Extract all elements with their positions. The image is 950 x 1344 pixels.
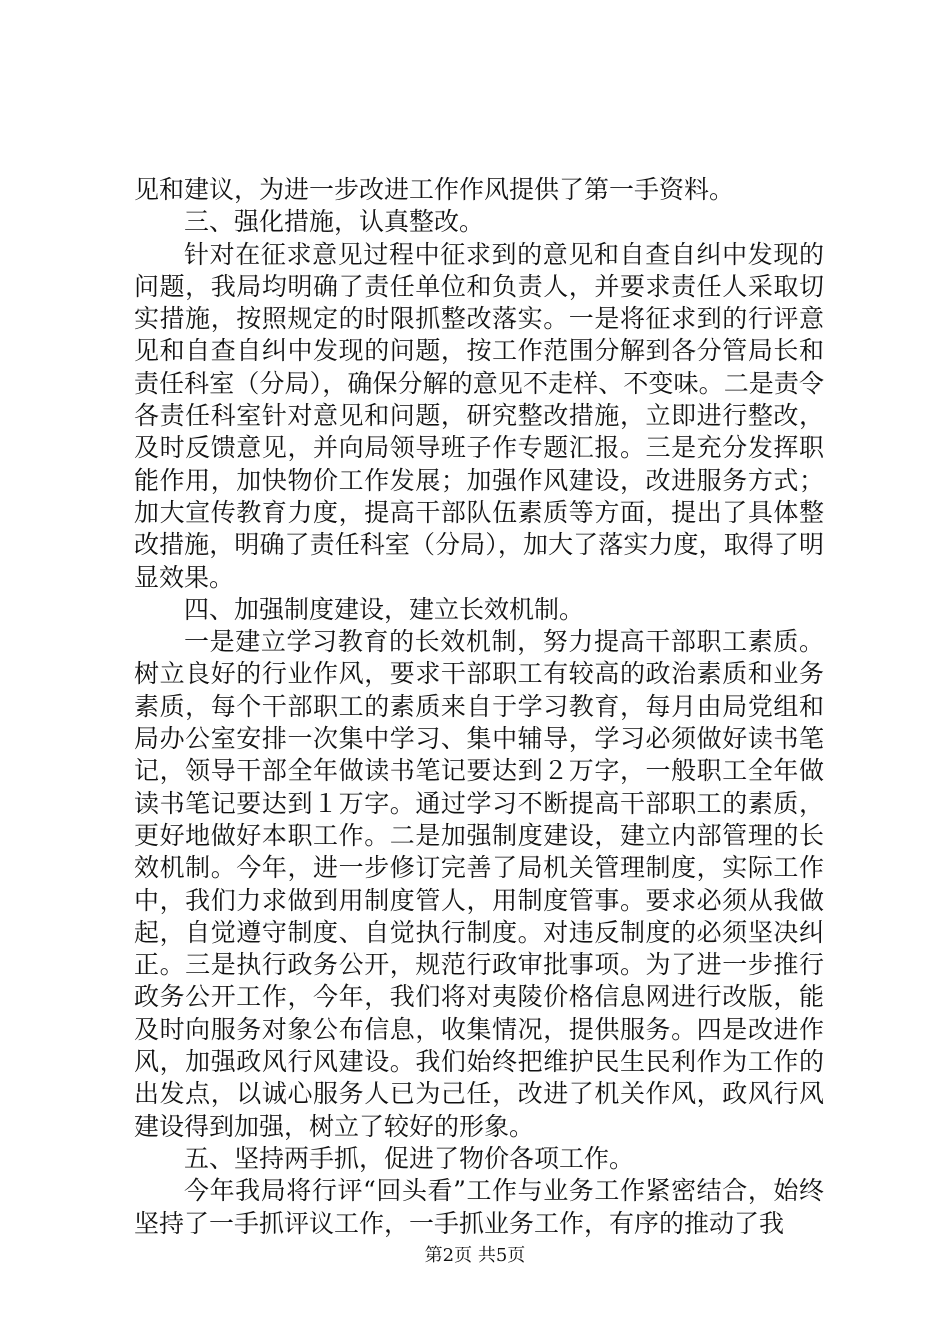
section-heading-4: 四、加强制度建设，建立长效机制。 xyxy=(184,594,585,624)
page-number-footer: 第2页 共5页 xyxy=(424,1245,526,1266)
paragraph-institution-building: 一是建立学习教育的长效机制，努力提高干部职工素质。树立良好的行业作风，要求干部职工有较高的政治素质和业务素质，每个干部职工的素质来自于学习教育，每月由局党组和局办公室安排一次集中学习、集中辅导，学习必须做好读书笔记，领导干部全年做读书笔记要达到２万字，一般职工全年做读书笔记要达到１万字。通过学习不断提高干部职工的素质，更好地做好本职工作。二是加强制度建设，建立内部管理的长效机制。今年，进一步修订完善了局机关管理制度，实际工作中，我们力求做到用制度管人，用制度管事。要求必须从我做起，自觉遵守制度、自觉执行制度。对违反制度的必须坚决纠正。三是执行政务公开，规范行政审批事项。为了进一步推行政务公开工作，今年，我们将对夷陵价格信息网进行改版，能及时向服务对象公布信息，收集情况，提供服务。四是改进作风，加强政风行风建设。我们始终把维护民生民利作为工作的出发点，以诚心服务人已为己任，改进了机关作风，政风行风建设得到加强，树立了较好的形象。 xyxy=(134,627,824,1141)
document-body xyxy=(134,174,824,1240)
paragraph-continuation: 见和建议，为进一步改进工作作风提供了第一手资料。 xyxy=(134,175,735,204)
section-heading-3: 三、强化措施，认真整改。 xyxy=(184,207,485,237)
paragraph-two-hands: 今年我局将行评“回头看”工作与业务工作紧密结合，始终坚持了一手抓评议工作，一手抓业务工作，有序的推动了我 xyxy=(134,1176,824,1238)
section-heading-5: 五、坚持两手抓，促进了物价各项工作。 xyxy=(184,1143,635,1173)
paragraph-rectification: 针对在征求意见过程中征求到的意见和自查自纠中发现的问题，我局均明确了责任单位和负责人，并要求责任人采取切实措施，按照规定的时限抓整改落实。一是将征求到的行评意见和自查自纠中发现的问题，按工作范围分解到各分管局长和责任科室（分局），确保分解的意见不走样、不变味。二是责令各责任科室针对意见和问题，研究整改措施，立即进行整改，及时反馈意见，并向局领导班子作专题汇报。三是充分发挥职能作用，加快物价工作发展；加强作风建设，改进服务方式；加大宣传教育力度，提高干部队伍素质等方面，提出了具体整改措施，明确了责任科室（分局），加大了落实力度，取得了明显效果。 xyxy=(134,239,824,592)
